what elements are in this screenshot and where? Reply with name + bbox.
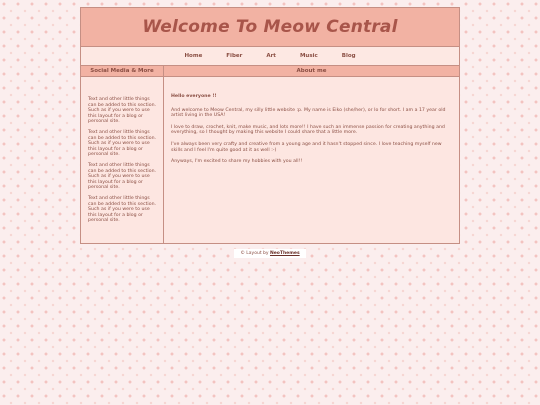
content-columns [80, 65, 460, 244]
footer-link[interactable]: NeoThemes [269, 251, 300, 256]
main-paragraph: And welcome to Meow Central, my silly little website :p. My name is Eiko (she/her), or Io for short. I am a 17 year old artist living in the USA! [171, 107, 446, 119]
sidebar-paragraph: Text and other little things can be added to this section. Such as if you were to use this layout for a blog or personal site. [88, 97, 157, 125]
nav-music[interactable]: Music [299, 53, 318, 59]
main-paragraph: Anyways, I'm excited to share my hobbies with you all!! [171, 159, 303, 165]
nav-home[interactable]: Home [184, 53, 203, 59]
page-container [80, 7, 460, 244]
nav-fiber[interactable]: Fiber [226, 53, 243, 59]
sidebar [81, 66, 164, 243]
site-title: Welcome To Meow Central [142, 17, 398, 37]
main-body [164, 77, 459, 165]
footer-credit [234, 249, 306, 258]
sidebar-paragraph: Text and other little things can be added to this section. Such as if you were to use this layout for a blog or personal site. [88, 195, 157, 224]
nav-bar [80, 47, 460, 65]
nav-blog[interactable]: Blog [341, 53, 356, 59]
main-paragraph: I love to draw, crochet, knit, make music, and lots more!! I have such an immense passion for creating anything and everything, so I thought by making this website I could share that a little more. [171, 124, 445, 136]
sidebar-paragraph: Text and other little things can be added to this section. Such as if you were to use this layout for a blog or personal site. [88, 129, 157, 158]
main-content [164, 66, 459, 243]
footer-prefix: © Layout by [240, 251, 269, 256]
main-paragraph: I've always been very crafty and creative from a young age and it hasn't stopped since. I love teaching myself new skills and I feel I'm quite good at it as well :-) [171, 141, 442, 153]
site-header [80, 7, 460, 47]
sidebar-heading: Social Media & More [81, 66, 163, 77]
sidebar-body [81, 77, 163, 224]
nav-art[interactable]: Art [266, 53, 276, 59]
main-heading: About me [164, 66, 459, 77]
greeting-text: Hello everyone !! [171, 94, 217, 99]
sidebar-paragraph: Text and other little things can be added to this section. Such as if you were to use this layout for a blog or personal site. [88, 162, 157, 191]
